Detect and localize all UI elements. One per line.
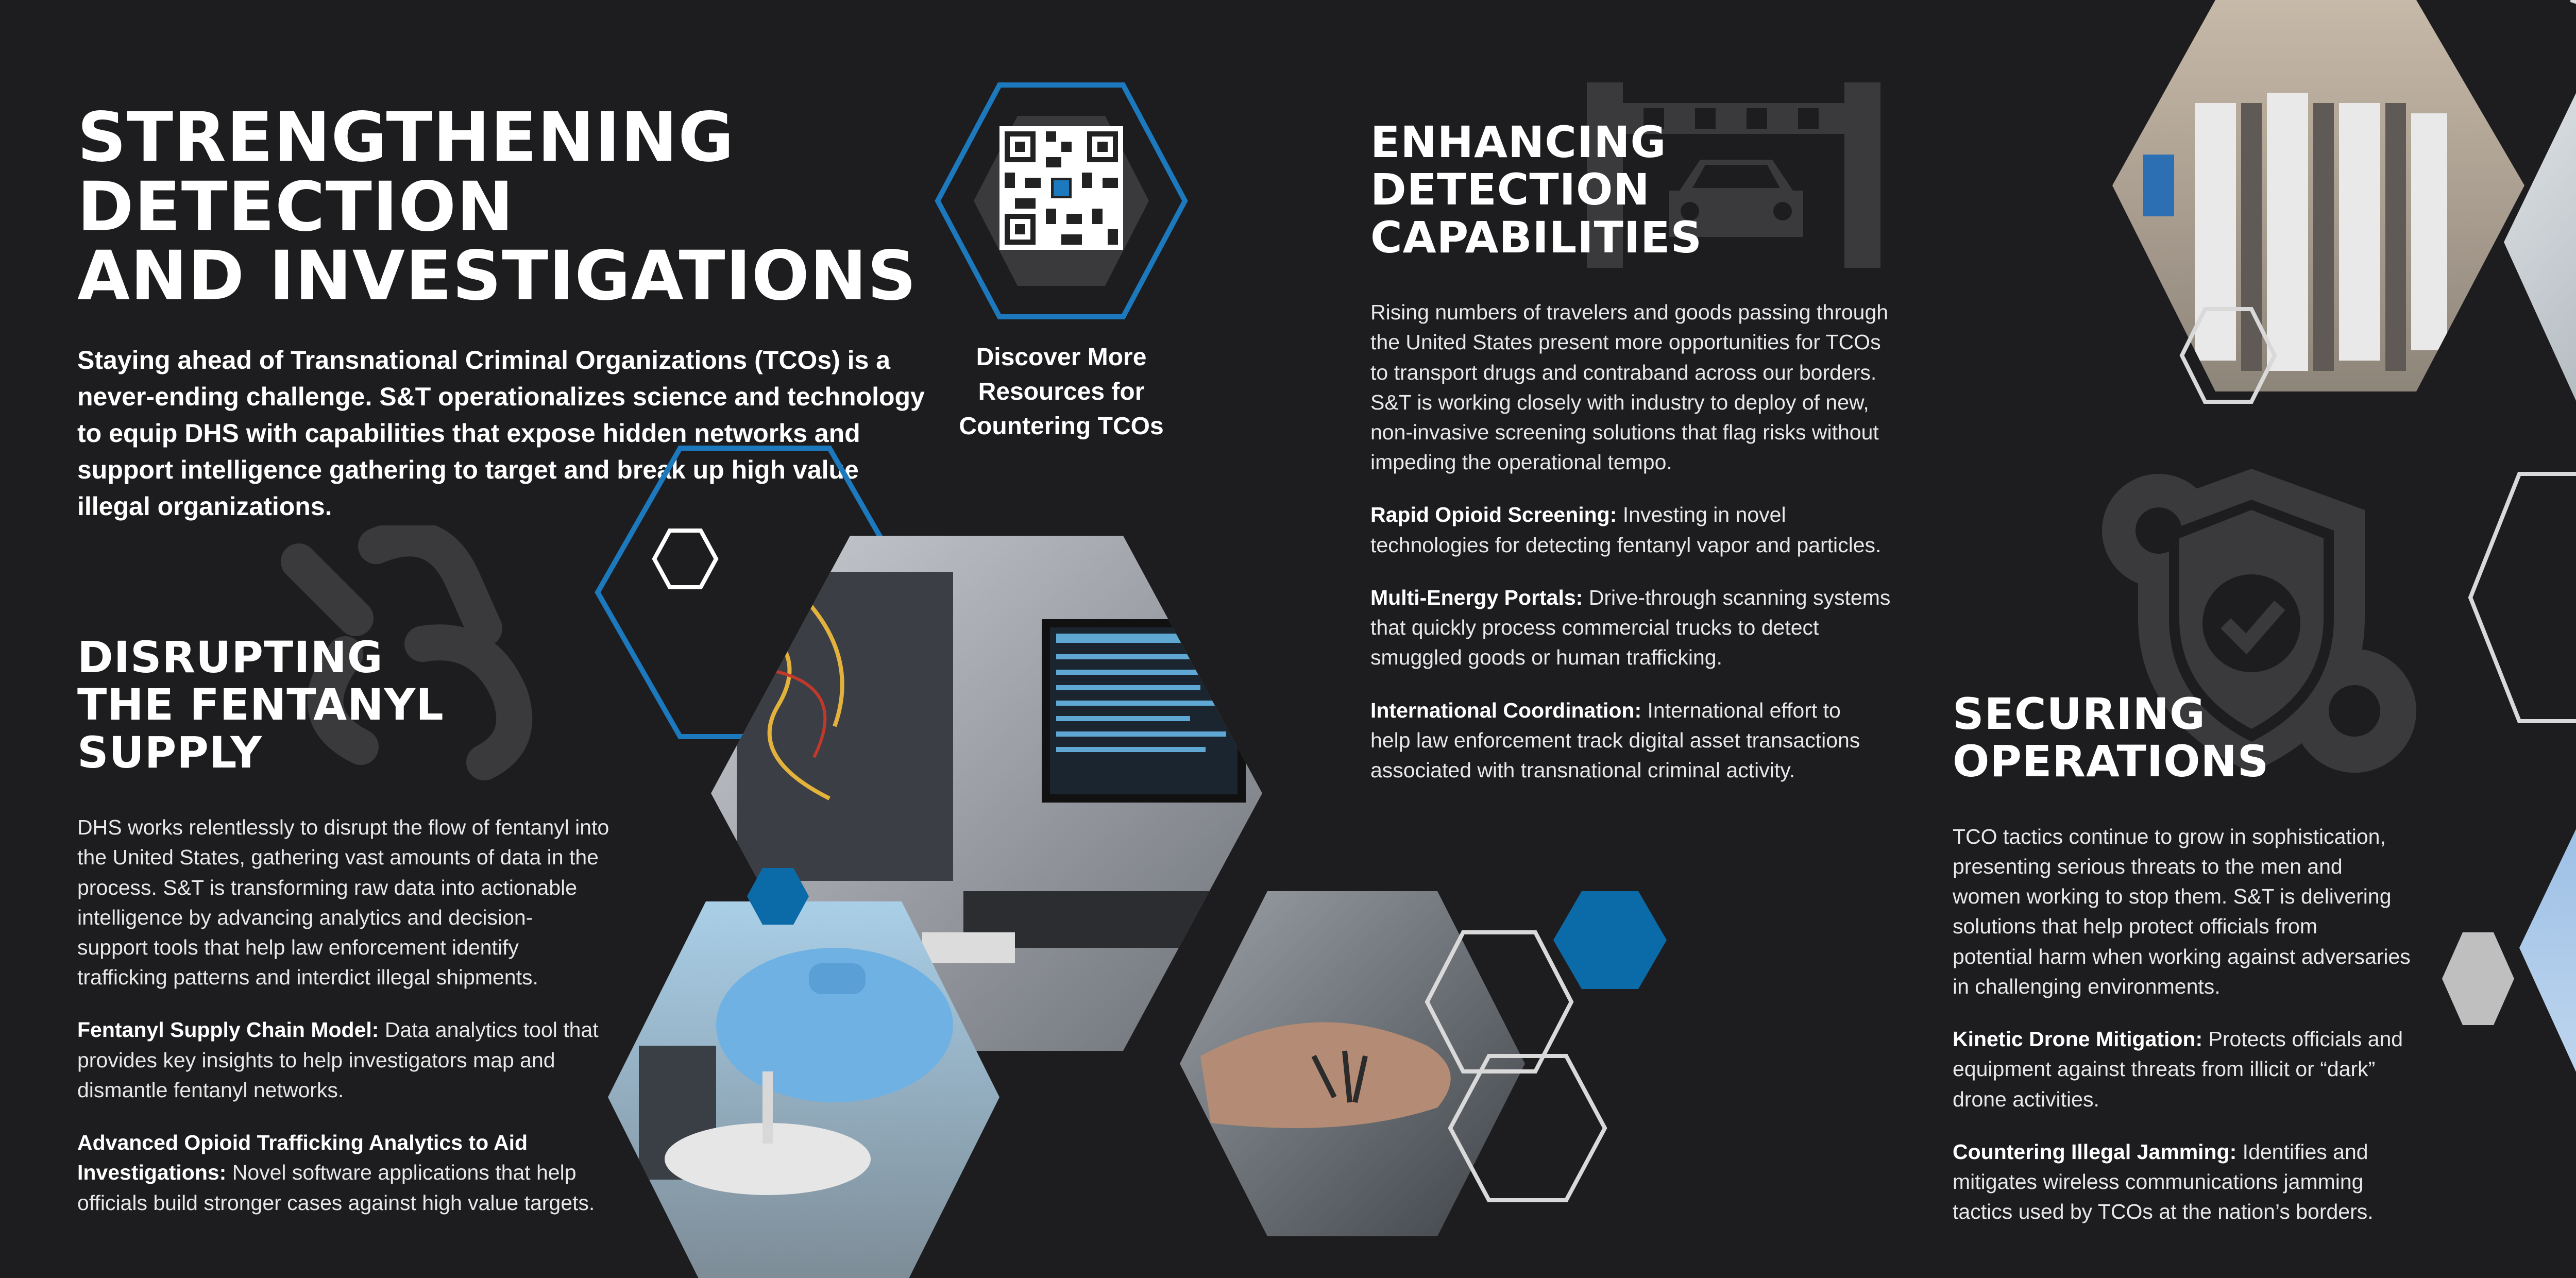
section-title-line: DISRUPTING <box>77 632 383 683</box>
body-line: trafficking patterns and interdict illegal shipments. <box>77 965 538 990</box>
program-text: help law enforcement track digital asset transactions <box>1370 728 1860 752</box>
photo-collage-right <box>2112 0 2576 1278</box>
program-name: Fentanyl Supply Chain Model: <box>77 1018 379 1042</box>
program-text: smuggled goods or human trafficking. <box>1370 645 1722 670</box>
body-line: the United States present more opportunities for TCOs <box>1370 330 1881 354</box>
body-line: solutions that help protect officials from <box>1953 914 2317 939</box>
photo-collage-left <box>592 438 1932 1278</box>
photo-handheld-detector <box>2504 82 2576 412</box>
program-text: Novel software applications that help <box>226 1161 577 1185</box>
qr-caption-line: Discover More <box>976 344 1147 371</box>
program-text: provides key insights to help investigators map and <box>77 1048 555 1072</box>
intro-line: Staying ahead of Transnational Criminal Organizations (TCOs) is a <box>77 345 891 374</box>
program-name: Investigations: <box>77 1161 227 1185</box>
body-line: non-invasive screening solutions that flag risks without <box>1370 420 1879 445</box>
body-line: presenting serious threats to the men and <box>1953 855 2343 878</box>
program-text: Protects officials and <box>2202 1027 2403 1051</box>
program-text: tactics used by TCOs at the nation’s borders. <box>1953 1200 2374 1224</box>
body-line: to transport drugs and contraband across our borders. <box>1370 360 1877 384</box>
program-item <box>77 1015 644 1105</box>
program-name: Multi-Energy Portals: <box>1370 585 1583 609</box>
photo-drone-net <box>2519 721 2576 1185</box>
program-text: Drive-through scanning systems <box>1583 585 1891 609</box>
program-name: Countering Illegal Jamming: <box>1953 1139 2237 1164</box>
program-text: technologies for detecting fentanyl vapor and particles. <box>1370 533 1882 557</box>
body-line: impeding the operational tempo. <box>1370 450 1672 474</box>
body-line: potential harm when working against adversaries <box>1953 944 2411 968</box>
program-name: Kinetic Drone Mitigation: <box>1953 1027 2203 1051</box>
section-title <box>1370 118 1937 261</box>
intro-line: illegal organizations. <box>77 491 332 521</box>
page-title-line: AND INVESTIGATIONS <box>77 236 917 316</box>
intro-line: support intelligence gathering to target and break up high value <box>77 455 859 484</box>
fentanyl-section <box>77 634 644 1218</box>
program-text: Data analytics tool that <box>379 1018 599 1042</box>
body-line: process. S&T is transforming raw data into actionable <box>77 875 578 899</box>
qr-caption-line: Resources for <box>978 378 1145 406</box>
section-title-line: DETECTION <box>1370 164 1650 215</box>
program-text: officials build stronger cases against high value targets. <box>77 1190 595 1215</box>
body-line: DHS works relentlessly to disrupt the flow of fentanyl into <box>77 815 609 840</box>
qr-caption-line: Countering TCOs <box>959 413 1164 440</box>
section-title <box>77 634 644 776</box>
photo-tattooed-hands <box>1180 891 1525 1236</box>
body-line: the United States, gathering vast amounts of data in the <box>77 845 599 870</box>
section-title-line: CAPABILITIES <box>1370 212 1703 263</box>
body-line: Rising numbers of travelers and goods passing through <box>1370 300 1889 325</box>
qr-caption <box>933 340 1190 444</box>
program-text: dismantle fentanyl networks. <box>77 1078 344 1102</box>
section-title-line: THE FENTANYL <box>77 679 444 730</box>
intro-line: to equip DHS with capabilities that expose hidden networks and <box>77 418 860 448</box>
section-title-line: OPERATIONS <box>1953 736 2269 787</box>
program-text: drone activities. <box>1953 1087 2099 1111</box>
body-line: support tools that help law enforcement identify <box>77 935 519 960</box>
qr-code-icon[interactable] <box>927 77 1195 335</box>
program-text: International effort to <box>1641 698 1841 722</box>
photo-port-of-entry <box>2112 0 2524 391</box>
program-name: International Coordination: <box>1370 698 1642 722</box>
section-title-line: SUPPLY <box>77 727 263 778</box>
program-name: Advanced Opioid Trafficking Analytics to Aid <box>77 1131 528 1155</box>
program-text: mitigates wireless communications jamming <box>1953 1169 2364 1194</box>
program-text: equipment against threats from illicit or “dark” <box>1953 1057 2376 1081</box>
section-body <box>77 812 644 992</box>
body-line: women working to stop them. S&T is delivering <box>1953 884 2392 909</box>
body-line: in challenging environments. <box>1953 974 2221 998</box>
body-line: TCO tactics continue to grow in sophistication, <box>1953 824 2386 848</box>
section-title-line: SECURING <box>1953 689 2206 739</box>
program-text: that quickly process commercial trucks to detect <box>1370 616 1819 640</box>
program-name: Rapid Opioid Screening: <box>1370 503 1617 527</box>
program-text: associated with transnational criminal activity. <box>1370 758 1795 782</box>
section-title-line: ENHANCING <box>1370 117 1667 167</box>
body-line: intelligence by advancing analytics and decision- <box>77 905 533 929</box>
intro-line: never-ending challenge. S&T operationalizes science and technology <box>77 382 925 411</box>
page-title <box>77 98 927 316</box>
program-text: Investing in novel <box>1617 503 1786 527</box>
body-line: S&T is working closely with industry to deploy of new, <box>1370 390 1869 414</box>
page-title-line: STRENGTHENING DETECTION <box>77 98 735 247</box>
program-item <box>77 1128 644 1218</box>
program-text: Identifies and <box>2236 1139 2368 1164</box>
